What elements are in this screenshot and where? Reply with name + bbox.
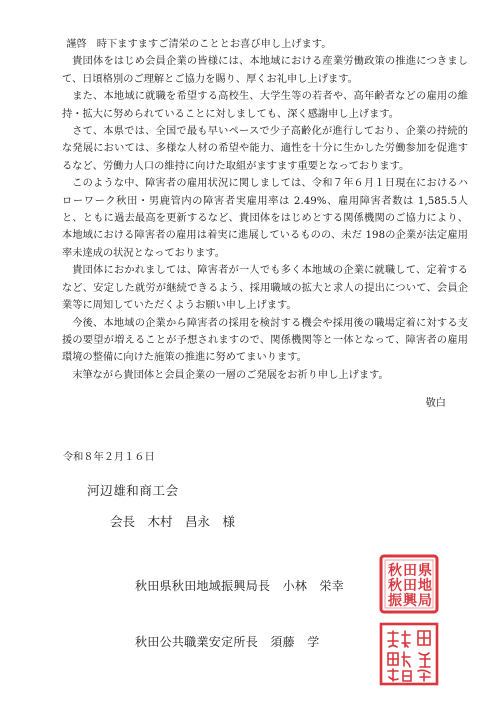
svg-text:興: 興 <box>403 593 417 609</box>
body-paragraph: 貴団体をはじめ会員企業の皆様には、本地域における産業労働政策の推進につきまして、日頃格別のご理解とご協力を賜り、厚くお礼申し上げます。 <box>62 56 468 85</box>
svg-text:振: 振 <box>388 593 402 609</box>
svg-text:秋: 秋 <box>388 563 402 579</box>
svg-text:県: 県 <box>418 563 432 579</box>
greeting-paragraph: 謹啓 時下ますますご清栄のこととお喜び申し上げます。 <box>66 39 332 50</box>
closing-paragraph: 末筆ながら貴団体と会員企業の一層のご発展をお祈り申し上げます。 <box>72 369 389 381</box>
svg-text:局: 局 <box>418 593 432 609</box>
svg-text:地: 地 <box>418 578 432 594</box>
recipient-organization: 河辺雄和商工会 <box>87 483 179 498</box>
official-seal-1 <box>378 553 440 615</box>
body-paragraph: また、本地域に就職を希望する高校生、大学生等の若者や、高年齢者などの雇用の維持・拡大に努められていることに対しましても、深く感謝申し上げます。 <box>62 91 468 120</box>
sender-line-1: 秋田県秋田地域振興局長 小林 栄幸 <box>135 579 345 593</box>
official-seal-2 <box>378 621 440 687</box>
letter-body <box>62 36 468 384</box>
sender-line-2: 秋田公共職業安定所長 須藤 学 <box>135 635 320 649</box>
svg-text:秋: 秋 <box>388 578 402 594</box>
body-paragraph: このような中、障害者の雇用状況に関しましては、令和７年６月１日現在におけるハローワーク秋田・男鹿管内の障害者実雇用率は 2.49%、雇用障害者数は 1,585.5人と、ともに過去最高を更新するなど、貴団体をはじめとする関係機関のご協力により、本地域における障害者の雇用は着実に進展しているものの、未だ 198の企業が法定雇用率未達成の状況となっております。 <box>62 178 468 259</box>
recipient-name: 会長 木村 昌永 様 <box>110 514 236 529</box>
closing-remark: 敬白 <box>425 398 446 409</box>
letter-date: 令和８年２月１６日 <box>63 452 155 463</box>
svg-text:田: 田 <box>403 563 417 579</box>
body-paragraph: さて、本県では、全国で最も早いペースで少子高齢化が進行しており、企業の持続的な発展においては、多様な人材の希望や能力、適性を十分に生かした労働参加を促進するなど、労働力人口の維持に向けた取組がますます重要となっております。 <box>62 126 468 172</box>
body-paragraph: 今後、本地域の企業から障害者の採用を検討する機会や採用後の職場定着に対する支援の要望が増えることが予想されますので、関係機関等と一体となって、障害者の雇用環境の整備に向けた施策の推進に努めてまいります。 <box>62 317 468 364</box>
svg-text:田: 田 <box>403 578 417 594</box>
body-paragraph: 貴団体におかれましては、障害者が一人でも多く本地域の企業に就職して、定着するなど、安定した就労が継続できるよう、採用職域の拡大と求人の提出について、会員企業等に周知していただくようお願い申し上げます。 <box>62 265 468 312</box>
